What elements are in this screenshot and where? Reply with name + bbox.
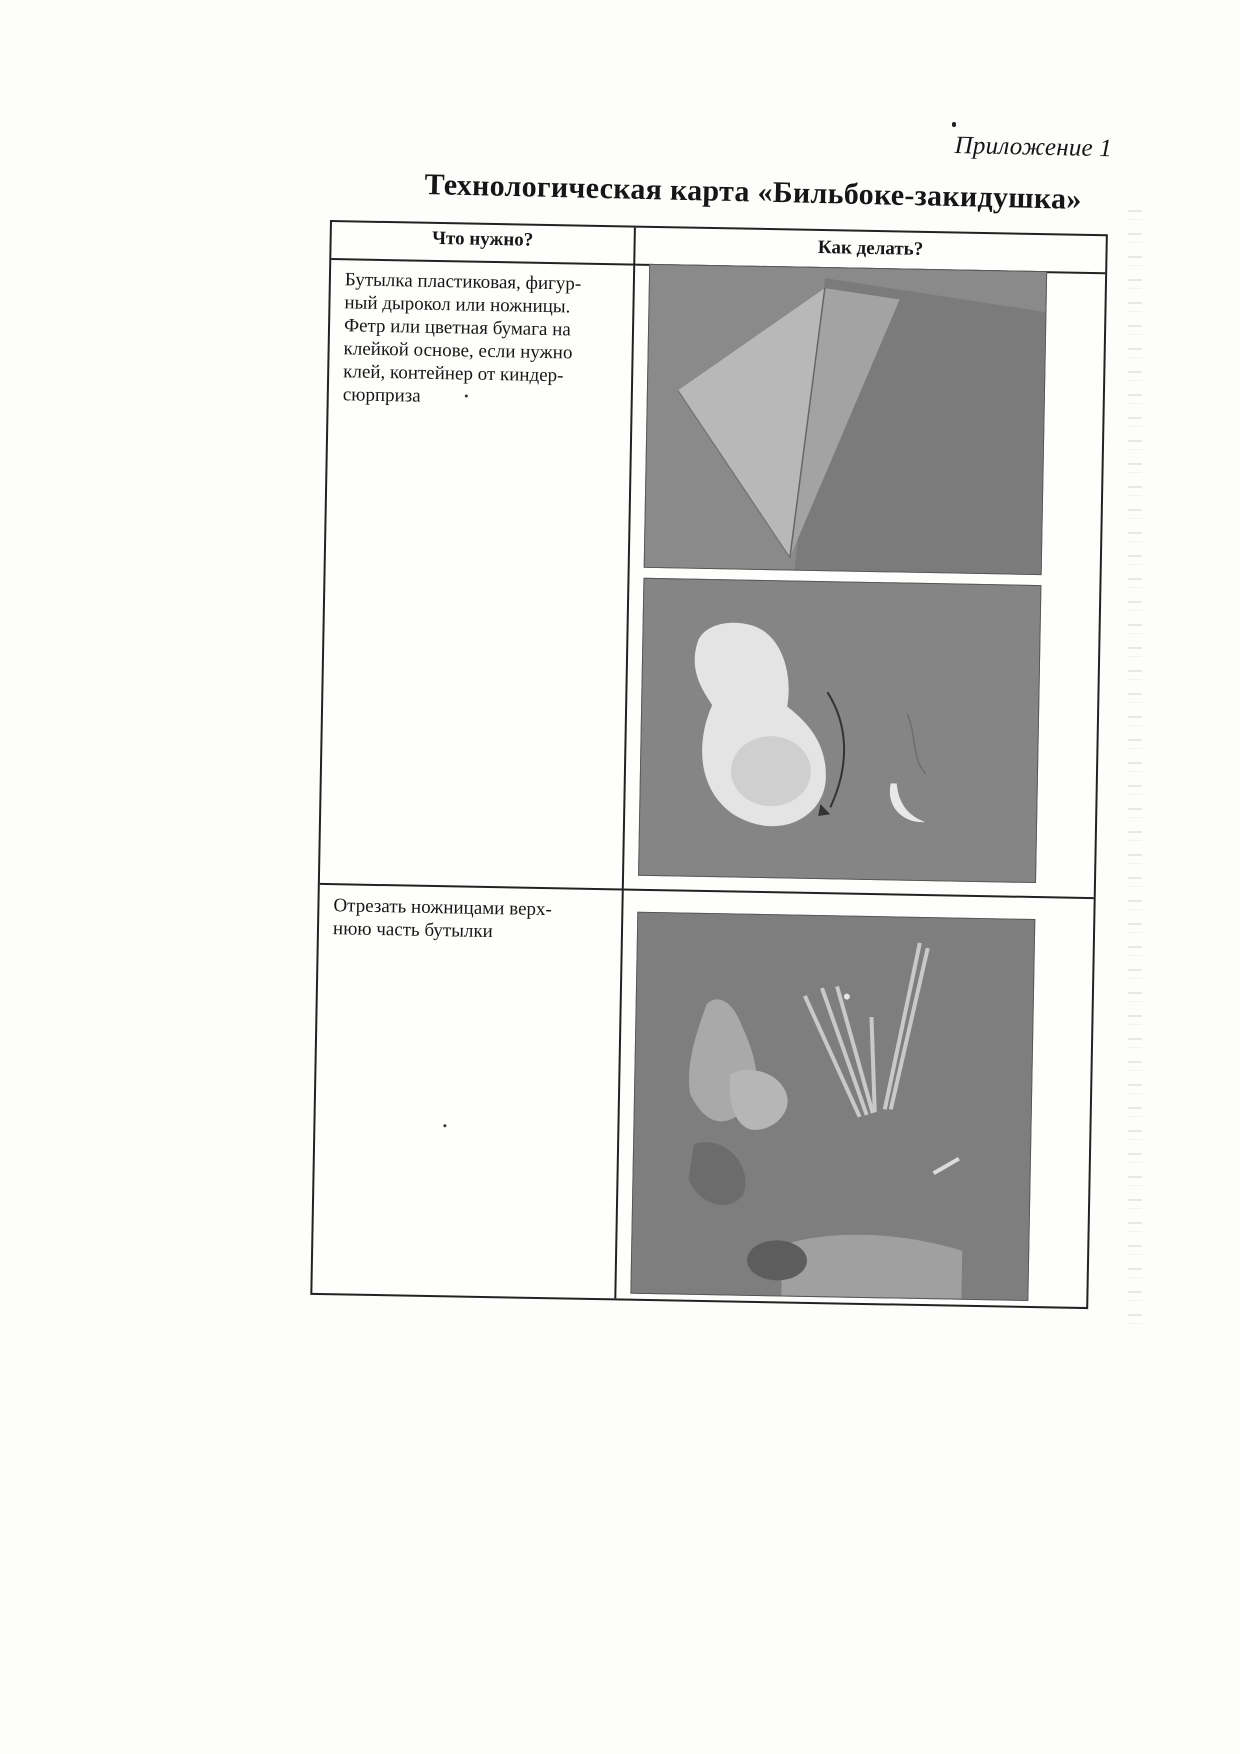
appendix-label: Приложение 1 [954, 132, 1113, 163]
stray-ink-mark [952, 122, 956, 127]
column-header-what-needed: Что нужно? [431, 227, 534, 251]
document-title: Технологическая карта «Бильбоке-закидушка» [424, 168, 1083, 216]
photo-felt-sheets [644, 264, 1048, 575]
scan-speck [443, 1124, 446, 1127]
photo-cut-bottle-strips [630, 912, 1035, 1301]
row-1-materials-text: Бутылка пластиковая, фигур- ный дырокол или ножницы. Фетр или цветная бумага на клейкой основе, если нужно клей, контейнер от киндер- сюрприза [342, 269, 582, 407]
photo-bottle-and-tools [638, 578, 1041, 883]
row-2-step-text: Отрезать ножницами верх- нюю часть бутылки [332, 895, 553, 943]
scan-edge-noise [1128, 210, 1142, 1330]
scan-speck [465, 394, 468, 397]
column-header-how-to-do: Как делать? [817, 236, 924, 260]
tech-card-table [310, 220, 1108, 1309]
